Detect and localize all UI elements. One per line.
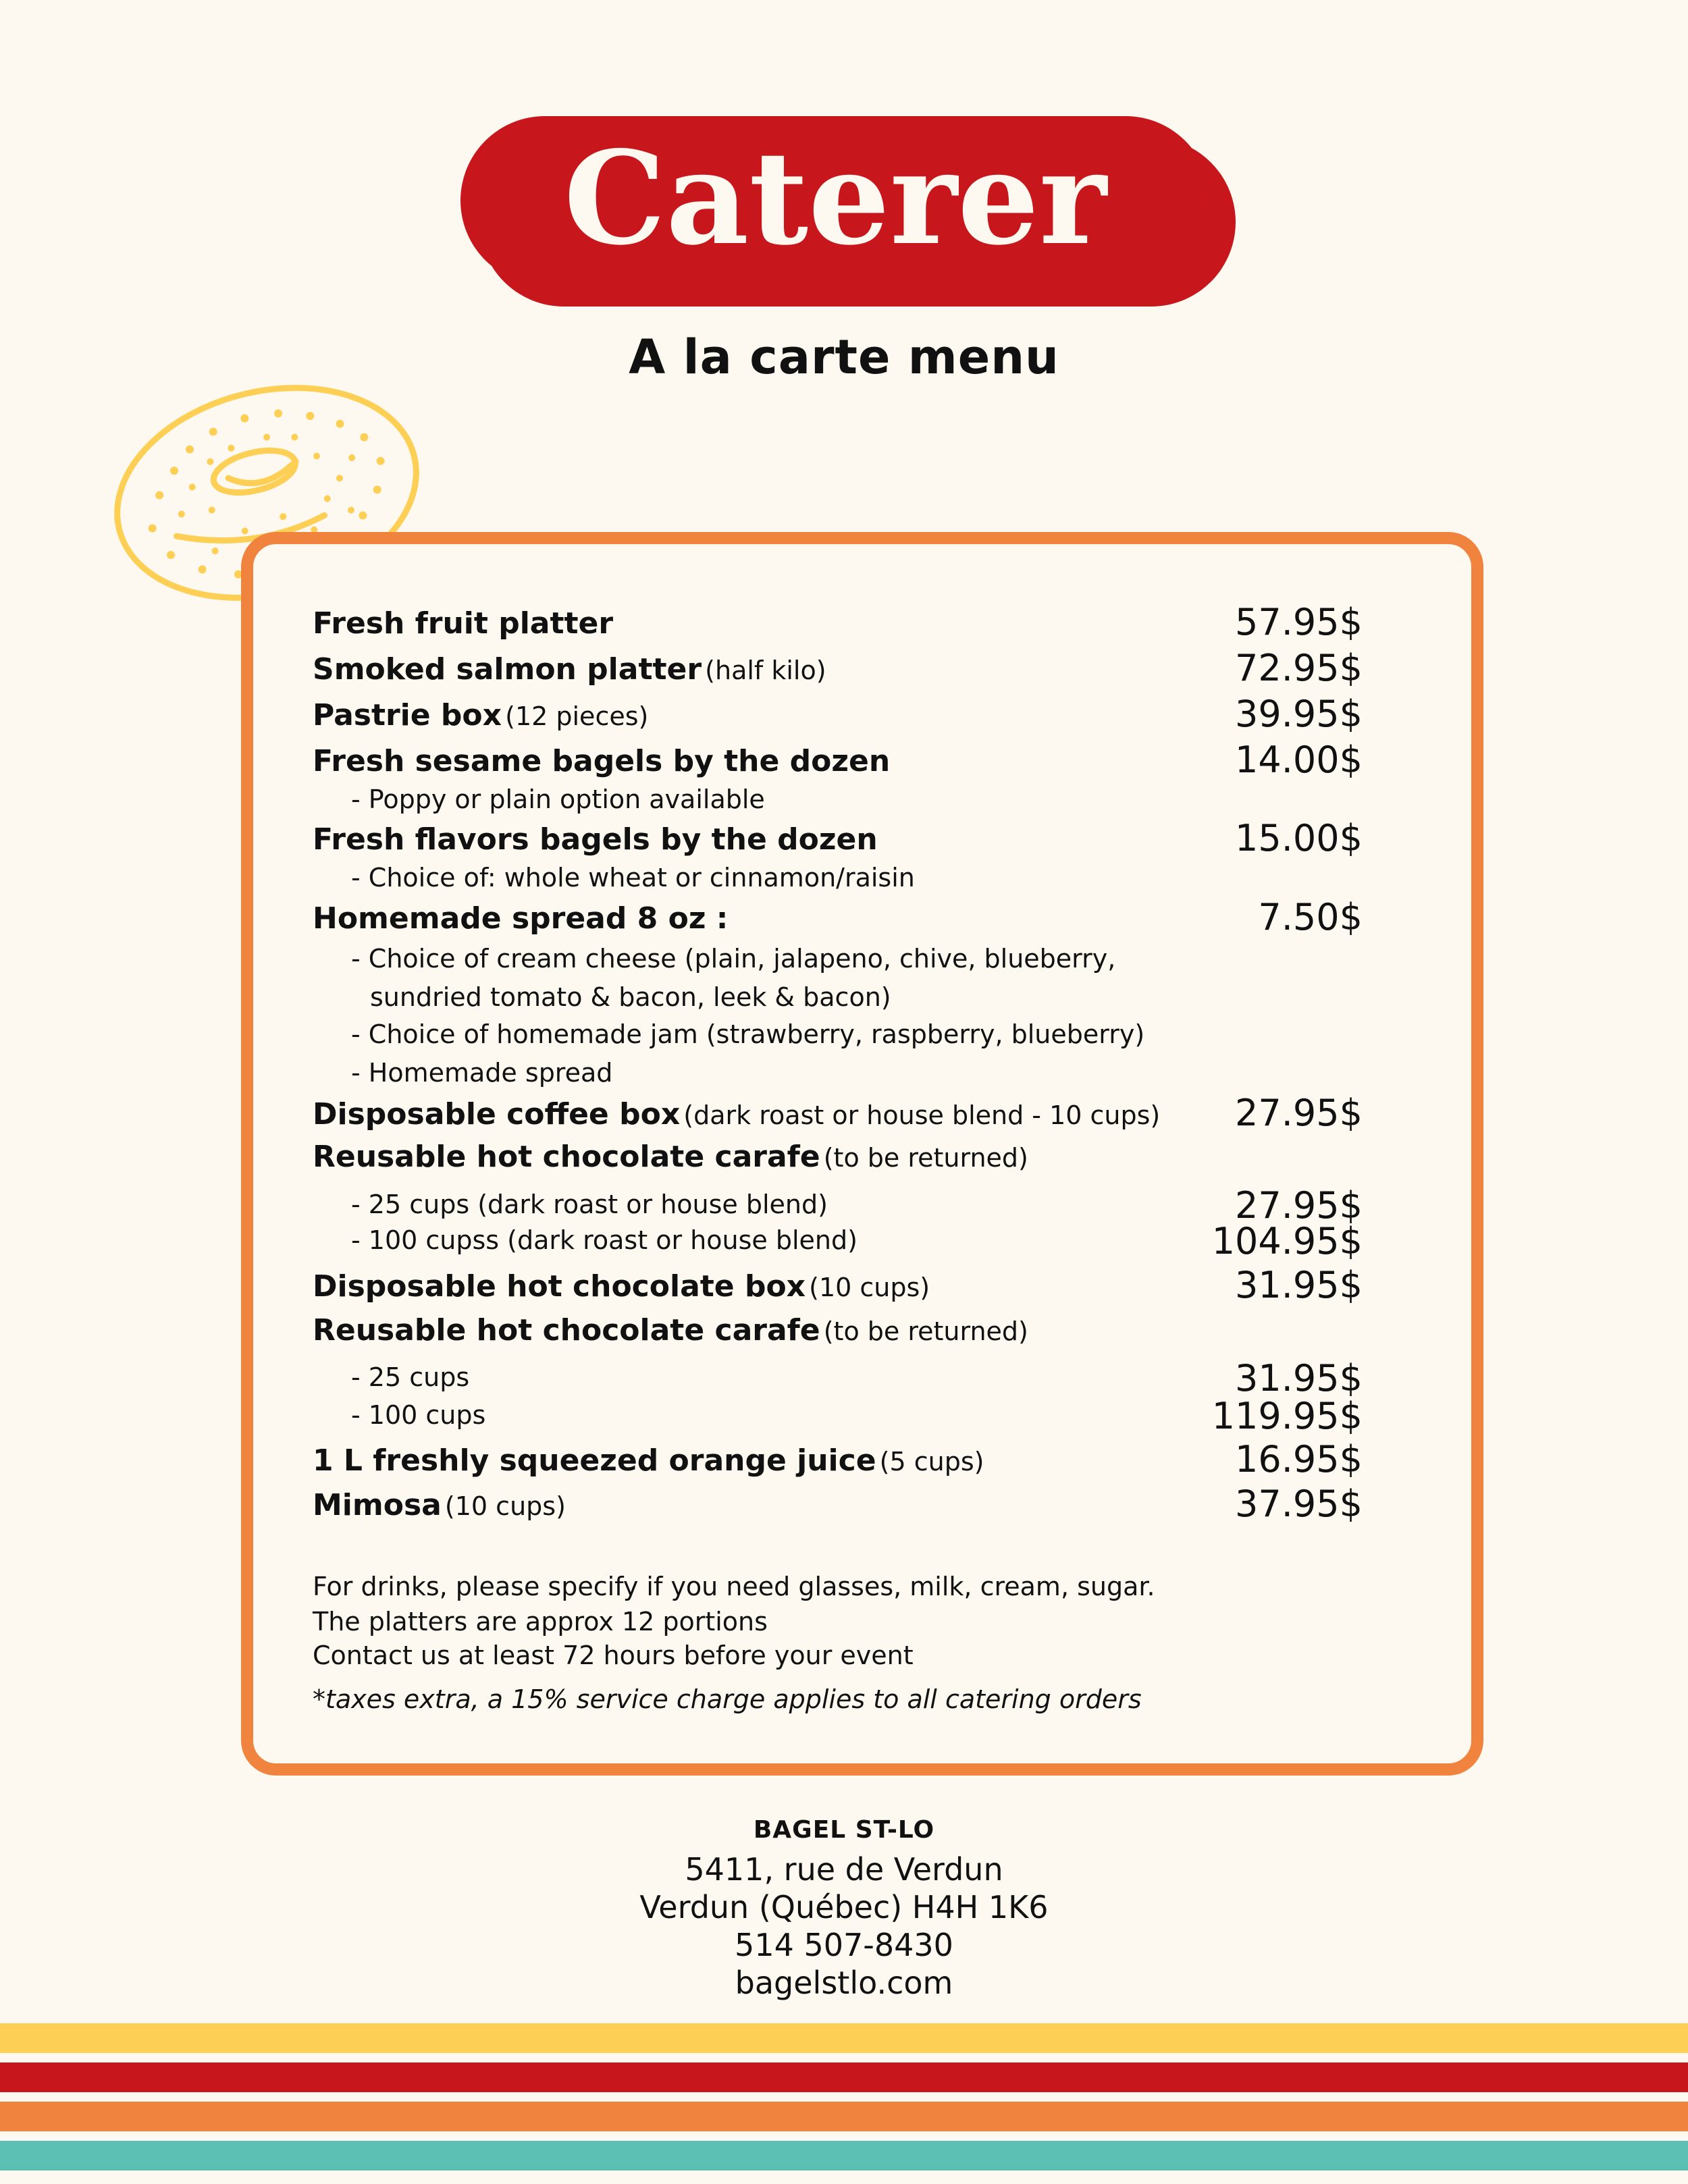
street: 5411, rue de Verdun <box>685 1851 1003 1888</box>
footnote: Contact us at least 72 hours before your event <box>313 1641 914 1670</box>
menu-item <box>313 1483 1363 1525</box>
red-stripe <box>0 2062 1688 2092</box>
item-name: Disposable hot chocolate box <box>313 1269 806 1304</box>
caterer-logo <box>460 109 1237 312</box>
item-detail: sundried tomato & bacon, leek & bacon) <box>370 982 891 1012</box>
menu-item <box>313 1438 1363 1481</box>
city: Verdun (Québec) H4H 1K6 <box>639 1889 1049 1925</box>
item-note: (12 pieces) <box>505 701 649 731</box>
item-note: (to be returned) <box>823 1143 1028 1173</box>
menu-item <box>313 1140 1363 1174</box>
orange-stripe <box>0 2102 1688 2131</box>
item-detail: - Choice of cream cheese (plain, jalapeno, chive, blueberry, <box>351 944 1116 974</box>
menu-item <box>313 1264 1363 1306</box>
item-note: (10 cups) <box>444 1491 566 1521</box>
website-link[interactable]: bagelstlo.com <box>735 1965 953 2001</box>
item-price: 57.95$ <box>1235 601 1363 643</box>
item-price: 7.50$ <box>1258 896 1363 938</box>
item-price: 27.95$ <box>1235 1092 1363 1134</box>
option-price: 119.95$ <box>1211 1395 1363 1437</box>
menu-item <box>313 601 1363 643</box>
item-price: 37.95$ <box>1235 1483 1363 1525</box>
option-label: - 100 cupss (dark roast or house blend) <box>351 1225 858 1255</box>
item-detail: - Choice of homemade jam (strawberry, raspberry, blueberry) <box>351 1019 1145 1049</box>
option-label: - 100 cups <box>351 1400 486 1430</box>
item-name: 1 L freshly squeezed orange juice <box>313 1443 876 1478</box>
menu-item <box>313 1313 1363 1348</box>
menu-item <box>313 817 1363 859</box>
menu-item <box>313 693 1363 735</box>
menu-item <box>313 1092 1363 1134</box>
menu-item <box>313 647 1363 689</box>
item-name: Fresh sesame bagels by the dozen <box>313 744 891 778</box>
option-price: 104.95$ <box>1211 1220 1363 1262</box>
yellow-stripe <box>0 2023 1688 2053</box>
item-note: (dark roast or house blend - 10 cups) <box>683 1100 1161 1130</box>
item-name: Homemade spread 8 oz : <box>313 901 729 936</box>
option-price: 27.95$ <box>1235 1184 1363 1227</box>
item-detail: - Homemade spread <box>351 1058 613 1088</box>
item-price: 39.95$ <box>1235 693 1363 735</box>
footnote: The platters are approx 12 portions <box>313 1607 768 1636</box>
page-subtitle: A la carte menu <box>629 329 1059 385</box>
phone: 514 507-8430 <box>735 1927 953 1963</box>
teal-stripe <box>0 2141 1688 2170</box>
footnote: For drinks, please specify if you need glasses, milk, cream, sugar. <box>313 1572 1155 1601</box>
option-label: - 25 cups (dark roast or house blend) <box>351 1190 828 1219</box>
item-note: (to be returned) <box>823 1316 1028 1346</box>
disclaimer: *taxes extra, a 15% service charge applies to all catering orders <box>313 1684 1142 1714</box>
menu-item <box>313 896 1363 938</box>
item-note: (half kilo) <box>705 656 826 685</box>
item-price: 31.95$ <box>1235 1264 1363 1306</box>
business-name: BAGEL ST-LO <box>753 1816 935 1844</box>
option-label: - 25 cups <box>351 1362 470 1392</box>
item-name: Reusable hot chocolate carafe <box>313 1140 820 1174</box>
item-price: 14.00$ <box>1235 739 1363 781</box>
address-block <box>0 1816 1688 2002</box>
item-price: 16.95$ <box>1235 1438 1363 1481</box>
item-note: (10 cups) <box>809 1273 930 1302</box>
item-name: Mimosa <box>313 1488 442 1522</box>
option-price: 31.95$ <box>1235 1357 1363 1400</box>
item-name: Fresh fruit platter <box>313 606 614 641</box>
item-detail: - Choice of: whole wheat or cinnamon/raisin <box>351 863 915 893</box>
item-price: 72.95$ <box>1235 647 1363 689</box>
menu-item <box>313 739 1363 781</box>
item-name: Reusable hot chocolate carafe <box>313 1313 820 1348</box>
logo-text: Caterer <box>563 123 1107 273</box>
item-name: Disposable coffee box <box>313 1097 681 1131</box>
item-note: (5 cups) <box>879 1447 984 1476</box>
item-name: Pastrie box <box>313 698 502 733</box>
item-name: Smoked salmon platter <box>313 652 702 687</box>
item-name: Fresh flavors bagels by the dozen <box>313 822 878 857</box>
item-price: 15.00$ <box>1235 817 1363 859</box>
item-detail: - Poppy or plain option available <box>351 784 765 814</box>
